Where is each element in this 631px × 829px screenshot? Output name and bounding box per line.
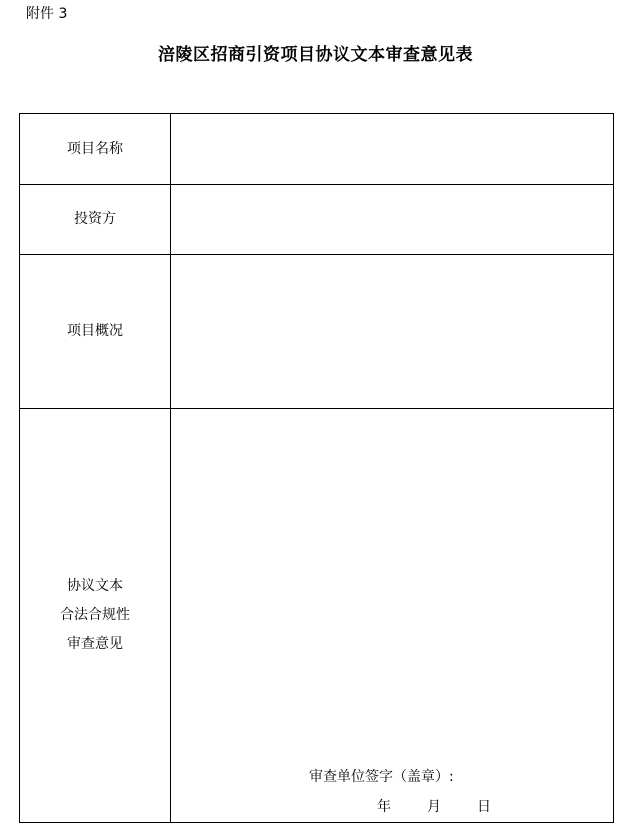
project-name-label: 项目名称 (20, 114, 171, 185)
review-opinion-label-line-1: 协议文本 (67, 578, 123, 594)
review-opinion-label-line-2: 合法合规性 (60, 607, 130, 623)
row-investor (20, 185, 614, 255)
date-day-label: 日 (477, 799, 491, 815)
review-opinion-label-line-3: 审查意见 (67, 636, 123, 652)
date-month-label: 月 (427, 799, 441, 815)
row-project-overview (20, 255, 614, 409)
project-overview-field[interactable] (171, 255, 614, 409)
investor-field[interactable] (171, 185, 614, 255)
date-line (377, 797, 491, 817)
signature-label: 审查单位签字（盖章）: (309, 769, 454, 785)
row-project-name (20, 114, 614, 185)
project-name-field[interactable] (171, 114, 614, 185)
date-year-label: 年 (377, 799, 391, 815)
review-opinion-field[interactable] (171, 409, 614, 823)
investor-label: 投资方 (20, 185, 171, 255)
row-review-opinion (20, 409, 614, 823)
form-title: 涪陵区招商引资项目协议文本审查意见表 (158, 45, 473, 65)
review-opinion-label (20, 409, 171, 823)
project-overview-label: 项目概况 (20, 255, 171, 409)
attachment-label: 附件 3 (26, 6, 68, 22)
review-form-table (19, 113, 614, 823)
